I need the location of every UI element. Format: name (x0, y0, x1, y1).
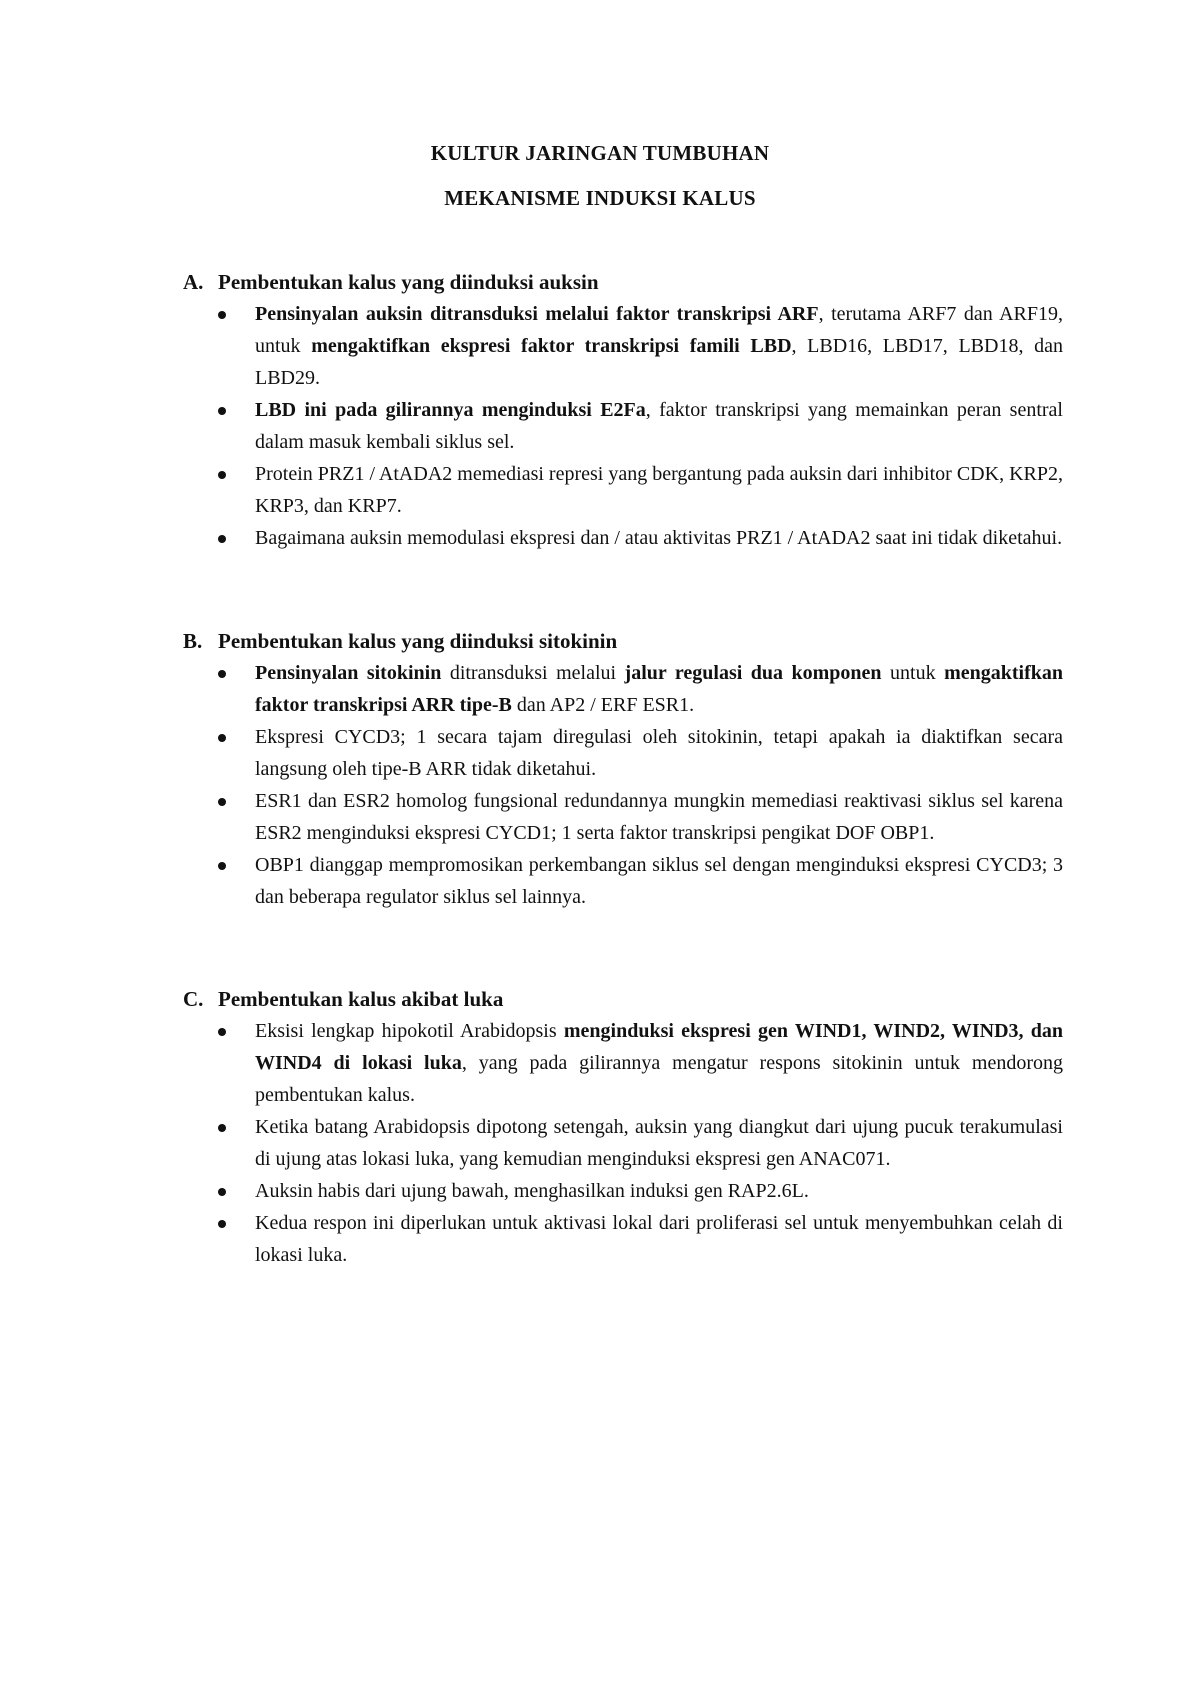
text-run: , faktor transkripsi yang memainkan peran sentral dalam masuk kembali siklus sel. (255, 399, 1063, 453)
section-letter: A. (183, 270, 204, 294)
bullet-icon (218, 798, 226, 806)
bullet-icon (218, 311, 226, 319)
bullet-item (183, 1207, 1063, 1271)
text-run: dan AP2 / ERF ESR1. (511, 694, 695, 716)
bullet-icon (218, 471, 226, 479)
section-b (183, 625, 1063, 913)
section-letter: C. (183, 987, 204, 1011)
bullet-item (183, 298, 1063, 394)
text-run: Bagaimana auksin memodulasi ekspresi dan / atau aktivitas PRZ1 / AtADA2 saat ini tidak diketahui. (255, 527, 1063, 549)
bullet-item (183, 721, 1063, 785)
section-heading-text: Pembentukan kalus yang diinduksi auksin (218, 270, 599, 294)
bold-text-run: Pensinyalan auksin ditransduksi melalui faktor transkripsi ARF (255, 303, 819, 325)
section-heading (183, 983, 1063, 1015)
section-heading (183, 266, 1063, 298)
text-run: Ketika batang Arabidopsis dipotong setengah, auksin yang diangkut dari ujung pucuk terakumulasi di ujung atas lokasi luka, yang kemudian menginduksi ekspresi gen ANAC071. (255, 1116, 1063, 1170)
bullet-item (183, 657, 1063, 721)
bullet-item (183, 1015, 1063, 1111)
bullet-icon (218, 1124, 226, 1132)
bullet-icon (218, 670, 226, 678)
text-run: , yang pada gilirannya mengatur respons sitokinin untuk mendorong pembentukan kalus. (255, 1052, 1064, 1106)
text-run: ESR1 dan ESR2 homolog fungsional redundannya mungkin memediasi reaktivasi siklus sel karena ESR2 menginduksi ekspresi CYCD1; 1 serta faktor transkripsi pengikat DOF OBP1. (255, 790, 1063, 844)
bullet-icon (218, 862, 226, 870)
bold-text-run: jalur regulasi dua komponen (624, 662, 882, 684)
section-heading-text: Pembentukan kalus yang diinduksi sitokinin (218, 629, 618, 653)
bullet-icon (218, 1188, 226, 1196)
section-a (183, 266, 1063, 554)
bold-text-run: LBD ini pada gilirannya menginduksi E2Fa (255, 399, 646, 421)
bullet-item (183, 458, 1063, 522)
text-run: OBP1 dianggap mempromosikan perkembangan siklus sel dengan menginduksi ekspresi CYCD3; 3 dan beberapa regulator siklus sel lainnya. (255, 854, 1063, 908)
bold-text-run: mengaktifkan faktor transkripsi ARR tipe-B (255, 662, 1063, 716)
bullet-icon (218, 1028, 226, 1036)
section-c (183, 983, 1063, 1271)
bullet-item (183, 1175, 1063, 1207)
bullet-icon (218, 1220, 226, 1228)
bullet-icon (218, 535, 226, 543)
bullet-icon (218, 407, 226, 415)
bullet-item (183, 785, 1063, 849)
section-heading (183, 625, 1063, 657)
bold-text-run: menginduksi ekspresi gen WIND1, WIND2, WIND3, dan WIND4 di lokasi luka (255, 1020, 1064, 1074)
document-subtitle: MEKANISME INDUKSI KALUS (444, 186, 756, 210)
bullet-item (183, 1111, 1063, 1175)
bullet-item (183, 522, 1063, 554)
bullet-list (183, 298, 1063, 554)
text-run: Kedua respon ini diperlukan untuk aktivasi lokal dari proliferasi sel untuk menyembuhkan celah di lokasi luka. (255, 1212, 1063, 1266)
text-run: , terutama ARF7 dan ARF19, untuk (255, 303, 1063, 357)
text-run: , LBD16, LBD17, LBD18, dan LBD29. (255, 335, 1063, 389)
text-run: Protein PRZ1 / AtADA2 memediasi represi yang bergantung pada auksin dari inhibitor CDK, KRP2, KRP3, dan KRP7. (255, 463, 1063, 517)
bold-text-run: Pensinyalan sitokinin (255, 662, 442, 684)
text-run: Eksisi lengkap hipokotil Arabidopsis (255, 1020, 564, 1042)
text-run: Ekspresi CYCD3; 1 secara tajam diregulasi oleh sitokinin, tetapi apakah ia diaktifkan secara langsung oleh tipe-B ARR tidak diketahui. (255, 726, 1063, 780)
bold-text-run: mengaktifkan ekspresi faktor transkripsi famili LBD (311, 335, 792, 357)
bullet-list (183, 657, 1063, 913)
text-run: Auksin habis dari ujung bawah, menghasilkan induksi gen RAP2.6L. (255, 1180, 809, 1202)
text-run: untuk (881, 662, 945, 684)
bullet-list (183, 1015, 1063, 1271)
bullet-item (183, 394, 1063, 458)
text-run: ditransduksi melalui (441, 662, 625, 684)
section-letter: B. (183, 629, 203, 653)
document-title: KULTUR JARINGAN TUMBUHAN (430, 141, 770, 165)
bullet-item (183, 849, 1063, 913)
bullet-icon (218, 734, 226, 742)
section-heading-text: Pembentukan kalus akibat luka (218, 987, 504, 1011)
